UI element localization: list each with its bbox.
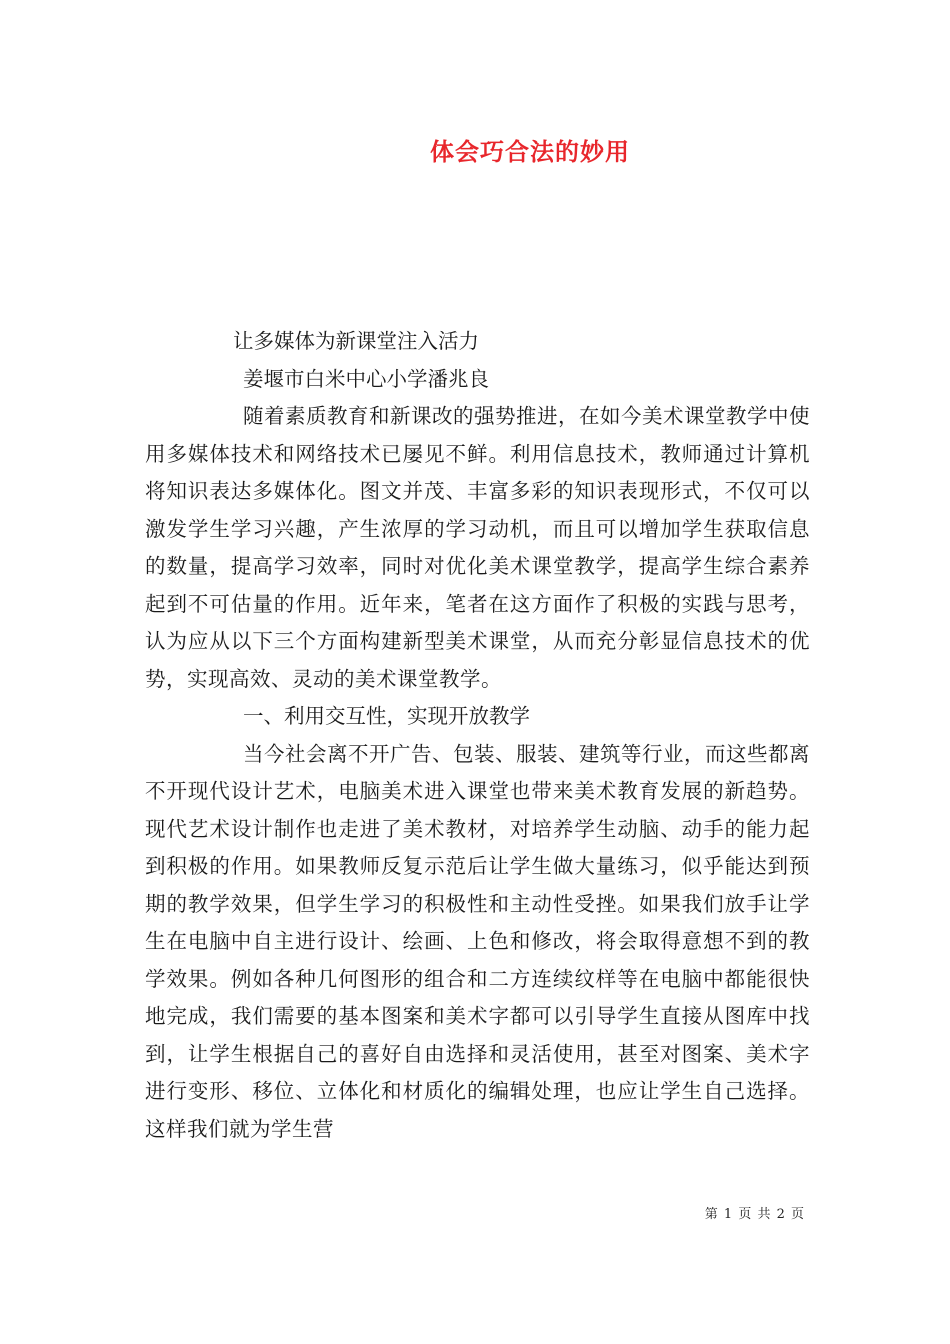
paragraph-1: 随着素质教育和新课改的强势推进，在如今美术课堂教学中使用多媒体技术和网络技术已屡见不鲜。利用信息技术，教师通过计算机将知识表达多媒体化。图文并茂、丰富多彩的知识表现形式，不仅可以激发学生学习兴趣，产生浓厚的学习动机，而且可以增加学生获取信息的数量，提高学习效率，同时对优化美术课堂教学，提高学生综合素养起到不可估量的作用。近年来，笔者在这方面作了积极的实践与思考，认为应从以下三个方面构建新型美术课堂，从而充分彰显信息技术的优势，实现高效、灵动的美术课堂教学。 <box>145 404 810 691</box>
paragraph-2: 当今社会离不开广告、包装、服装、建筑等行业，而这些都离不开现代设计艺术，电脑美术进入课堂也带来美术教育发展的新趋势。现代艺术设计制作也走进了美术教材，对培养学生动脑、动手的能力起到积极的作用。如果教师反复示范后让学生做大量练习，似乎能达到预期的教学效果，但学生学习的积极性和主动性受挫。如果我们放手让学生在电脑中自主进行设计、绘画、上色和修改，将会取得意想不到的教学效果。例如各种几何图形的组合和二方连续纹样等在电脑中都能很快地完成，我们需要的基本图案和美术字都可以引导学生直接从图库中找到，让学生根据自己的喜好自由选择和灵活使用，甚至对图案、美术字进行变形、移位、立体化和材质化的编辑处理，也应让学生自己选择。这样我们就为学生营 <box>145 741 810 1141</box>
section-heading-1: 一、利用交互性，实现开放教学 <box>243 704 530 728</box>
page-number: 第 1 页 共 2 页 <box>704 1207 805 1222</box>
document-subtitle: 让多媒体为新课堂注入活力 <box>233 329 479 353</box>
document-author: 姜堰市白米中心小学潘兆良 <box>243 366 489 391</box>
document-body <box>145 323 810 1148</box>
document-title: 体会巧合法的妙用 <box>430 137 630 166</box>
